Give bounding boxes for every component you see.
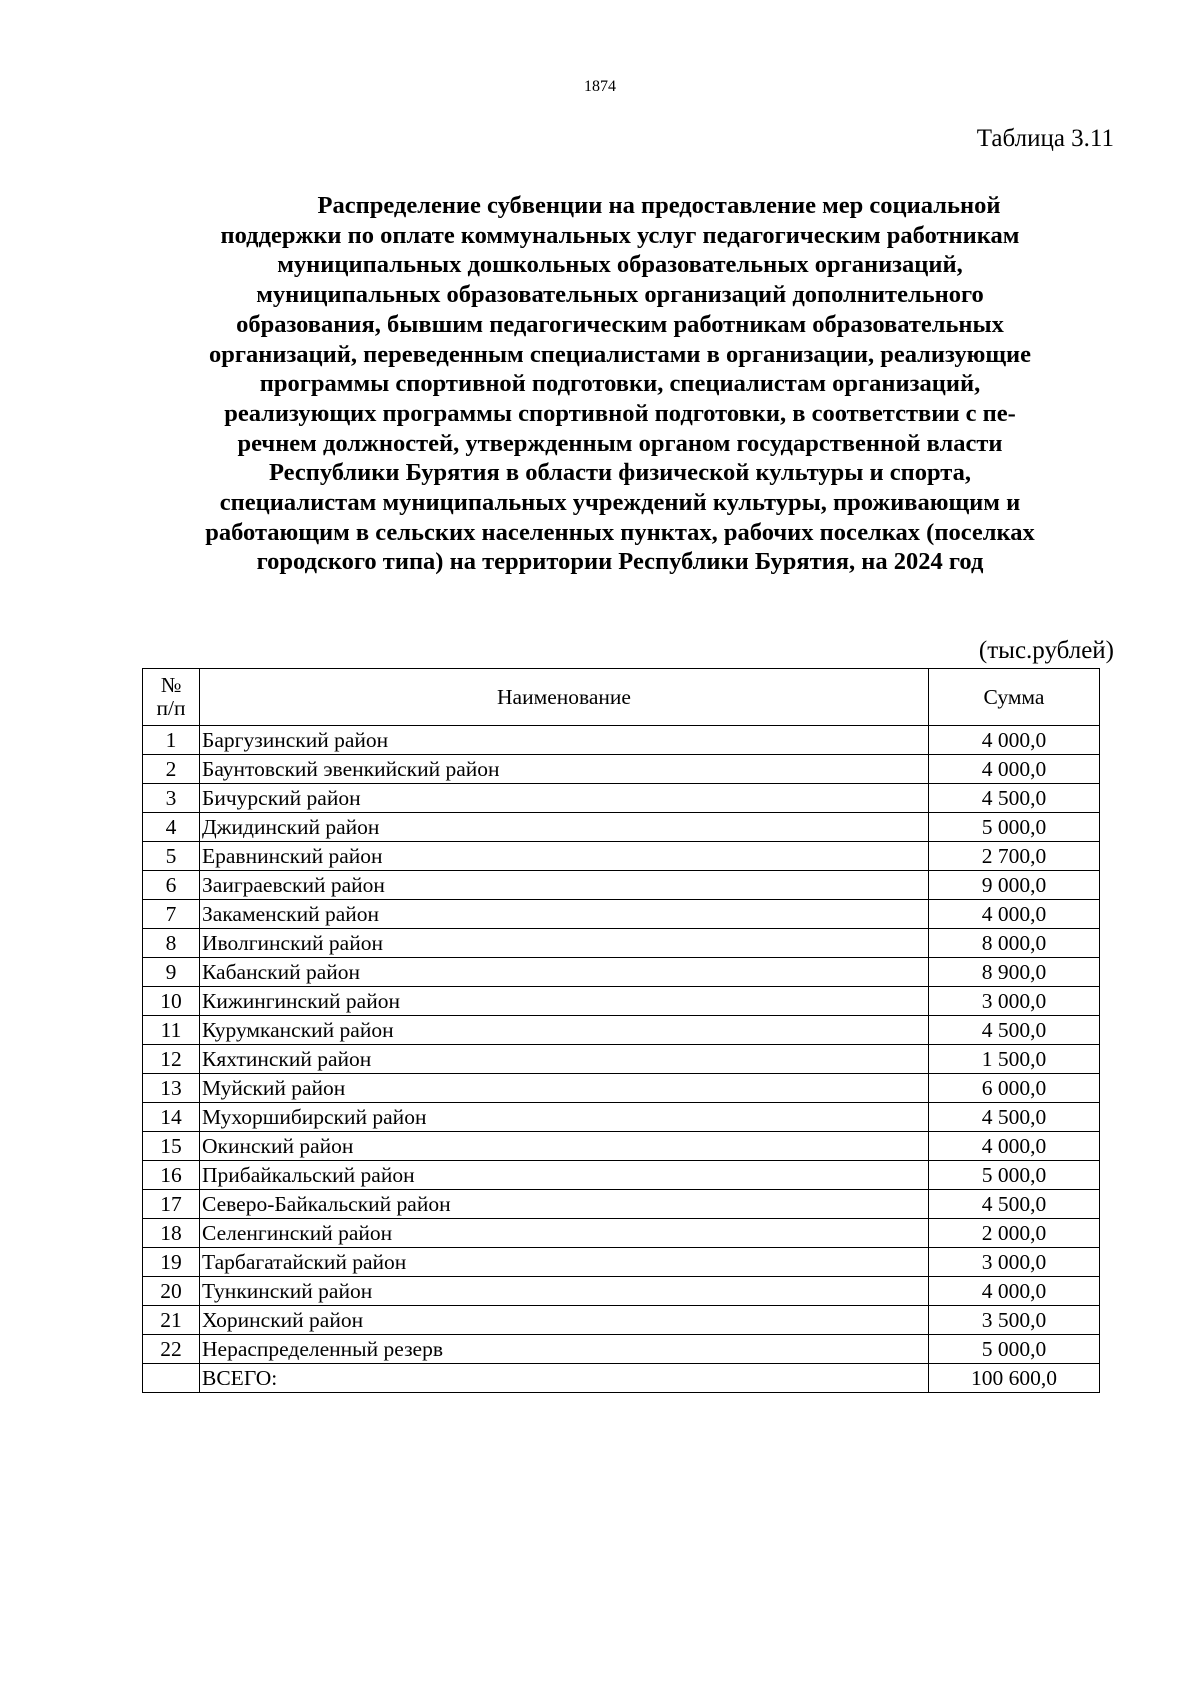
table-row <box>143 1335 1100 1364</box>
table-row <box>143 929 1100 958</box>
row-number-cell: 8 <box>143 929 200 958</box>
subvention-table <box>142 668 1100 1393</box>
row-name-cell: Северо-Байкальский район <box>200 1190 929 1219</box>
row-name-cell: Нераспределенный резерв <box>200 1335 929 1364</box>
row-sum-cell: 2 000,0 <box>929 1219 1100 1248</box>
total-sum-cell: 100 600,0 <box>929 1364 1100 1393</box>
row-number-cell: 5 <box>143 842 200 871</box>
table-row <box>143 900 1100 929</box>
table-row <box>143 784 1100 813</box>
header-number-line2: п/п <box>156 696 186 720</box>
row-sum-cell: 6 000,0 <box>929 1074 1100 1103</box>
header-number-line1: № <box>160 673 182 697</box>
row-number-cell: 11 <box>143 1016 200 1045</box>
row-sum-cell: 4 500,0 <box>929 1190 1100 1219</box>
title-line: программы спортивной подготовки, специалистам организаций, <box>259 370 981 398</box>
row-sum-cell: 1 500,0 <box>929 1045 1100 1074</box>
row-name-cell: Прибайкальский район <box>200 1161 929 1190</box>
row-sum-cell: 8 900,0 <box>929 958 1100 987</box>
row-number-cell: 2 <box>143 755 200 784</box>
row-name-cell: Курумканский район <box>200 1016 929 1045</box>
row-number-cell: 3 <box>143 784 200 813</box>
title-line: реализующих программы спортивной подготовки, в соответствии с пе- <box>224 399 1016 427</box>
row-sum-cell: 8 000,0 <box>929 929 1100 958</box>
row-number-cell: 16 <box>143 1161 200 1190</box>
row-name-cell: Муйский район <box>200 1074 929 1103</box>
row-number-cell: 20 <box>143 1277 200 1306</box>
row-name-cell: Бичурский район <box>200 784 929 813</box>
table-row <box>143 1016 1100 1045</box>
page-number: 1874 <box>584 78 616 95</box>
table-row <box>143 1190 1100 1219</box>
table-body <box>143 726 1100 1393</box>
row-name-cell: Тункинский район <box>200 1277 929 1306</box>
table-header-row <box>143 669 1100 726</box>
table-row <box>143 813 1100 842</box>
row-sum-cell: 4 000,0 <box>929 900 1100 929</box>
table-row <box>143 1045 1100 1074</box>
header-name: Наименование <box>200 669 929 726</box>
row-name-cell: Тарбагатайский район <box>200 1248 929 1277</box>
row-sum-cell: 9 000,0 <box>929 871 1100 900</box>
row-name-cell: Кижингинский район <box>200 987 929 1016</box>
header-number <box>143 669 200 726</box>
row-number-cell: 4 <box>143 813 200 842</box>
row-sum-cell: 4 000,0 <box>929 726 1100 755</box>
table-row <box>143 726 1100 755</box>
table-row <box>143 958 1100 987</box>
title-line: Распределение субвенции на предоставление мер социальной <box>317 192 1001 219</box>
row-number-cell: 22 <box>143 1335 200 1364</box>
table-row <box>143 842 1100 871</box>
title-line: образования, бывшим педагогическим работникам образовательных <box>236 310 1004 338</box>
row-sum-cell: 3 000,0 <box>929 987 1100 1016</box>
row-name-cell: Окинский район <box>200 1132 929 1161</box>
row-number-cell: 7 <box>143 900 200 929</box>
row-number-cell: 1 <box>143 726 200 755</box>
row-name-cell: Селенгинский район <box>200 1219 929 1248</box>
row-number-cell: 6 <box>143 871 200 900</box>
row-name-cell: Закаменский район <box>200 900 929 929</box>
row-number-cell: 12 <box>143 1045 200 1074</box>
row-sum-cell: 4 500,0 <box>929 1103 1100 1132</box>
table-row <box>143 1103 1100 1132</box>
title-line: городского типа) на территории Республики Бурятия, на 2024 год <box>256 548 984 576</box>
row-number-cell: 10 <box>143 987 200 1016</box>
table-reference: Таблица 3.11 <box>976 125 1114 152</box>
row-name-cell: Баунтовский эвенкийский район <box>200 755 929 784</box>
title-line: Республики Бурятия в области физической культуры и спорта, <box>269 459 971 487</box>
table-row <box>143 1219 1100 1248</box>
row-name-cell: Хоринский район <box>200 1306 929 1335</box>
row-name-cell: Кяхтинский район <box>200 1045 929 1074</box>
row-sum-cell: 2 700,0 <box>929 842 1100 871</box>
row-name-cell: Баргузинский район <box>200 726 929 755</box>
row-number-cell: 21 <box>143 1306 200 1335</box>
table-row <box>143 1074 1100 1103</box>
row-sum-cell: 5 000,0 <box>929 1161 1100 1190</box>
table-row <box>143 1277 1100 1306</box>
row-number-cell: 13 <box>143 1074 200 1103</box>
title-line: специалистам муниципальных учреждений культуры, проживающим и <box>219 489 1021 517</box>
table-total-row <box>143 1364 1100 1393</box>
units-label: (тыс.рублей) <box>978 637 1114 664</box>
row-name-cell: Иволгинский район <box>200 929 929 958</box>
row-sum-cell: 3 000,0 <box>929 1248 1100 1277</box>
row-sum-cell: 5 000,0 <box>929 1335 1100 1364</box>
row-name-cell: Джидинский район <box>200 813 929 842</box>
total-label-cell: ВСЕГО: <box>200 1364 929 1393</box>
table-row <box>143 1306 1100 1335</box>
title-line: работающим в сельских населенных пунктах, рабочих поселках (поселках <box>205 518 1035 546</box>
table-row <box>143 1248 1100 1277</box>
row-name-cell: Мухоршибирский район <box>200 1103 929 1132</box>
row-number-cell: 14 <box>143 1103 200 1132</box>
title-line: муниципальных дошкольных образовательных организаций, <box>277 251 963 279</box>
row-number-cell: 19 <box>143 1248 200 1277</box>
row-number-cell: 18 <box>143 1219 200 1248</box>
row-name-cell: Кабанский район <box>200 958 929 987</box>
table-row <box>143 755 1100 784</box>
title-line: речнем должностей, утвержденным органом государственной власти <box>237 429 1003 457</box>
table-row <box>143 1161 1100 1190</box>
row-name-cell: Заиграевский район <box>200 871 929 900</box>
row-sum-cell: 5 000,0 <box>929 813 1100 842</box>
table-row <box>143 987 1100 1016</box>
table-row <box>143 871 1100 900</box>
row-sum-cell: 4 500,0 <box>929 784 1100 813</box>
row-name-cell: Еравнинский район <box>200 842 929 871</box>
title-line: поддержки по оплате коммунальных услуг педагогическим работникам <box>220 221 1020 249</box>
table-row <box>143 1132 1100 1161</box>
row-sum-cell: 3 500,0 <box>929 1306 1100 1335</box>
row-number-cell: 9 <box>143 958 200 987</box>
row-sum-cell: 4 000,0 <box>929 755 1100 784</box>
document-title <box>140 191 1100 577</box>
row-number-cell: 15 <box>143 1132 200 1161</box>
header-sum: Сумма <box>929 669 1100 726</box>
title-line: муниципальных образовательных организаций дополнительного <box>256 281 984 309</box>
row-sum-cell: 4 000,0 <box>929 1277 1100 1306</box>
title-line: организаций, переведенным специалистами в организации, реализующие <box>208 340 1032 368</box>
row-number-cell: 17 <box>143 1190 200 1219</box>
total-number-cell <box>143 1364 200 1393</box>
row-sum-cell: 4 000,0 <box>929 1132 1100 1161</box>
row-sum-cell: 4 500,0 <box>929 1016 1100 1045</box>
